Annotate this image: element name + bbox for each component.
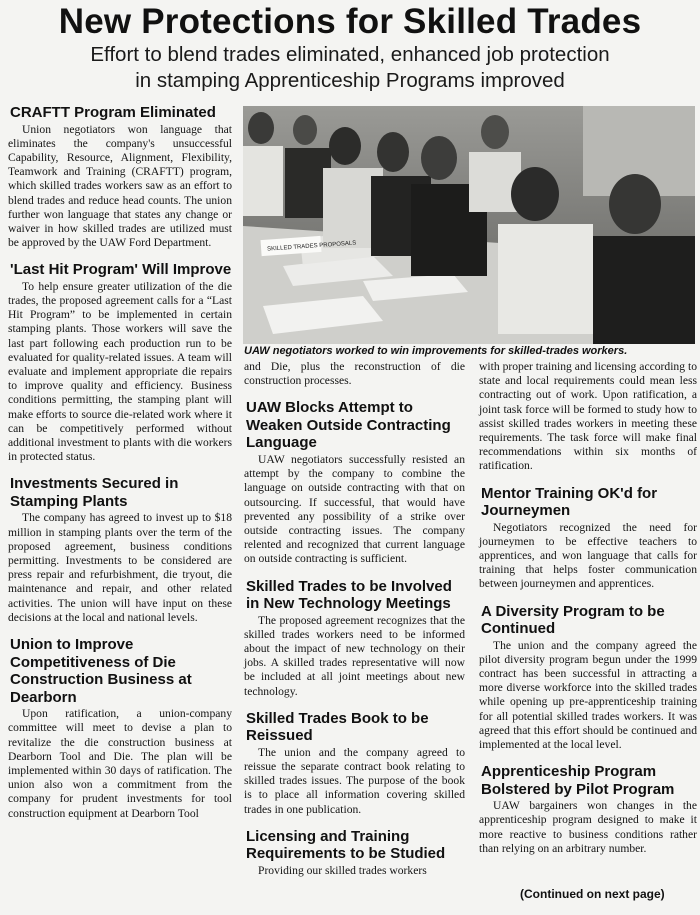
subheadline [0, 42, 700, 94]
technology-body: The proposed agreement recognizes that the skilled trades workers need to be informed about the impact of new technology on their jobs. A skilled trades representative will now be included at all joint meetings about new technology. [244, 613, 465, 698]
negotiators-photo [243, 106, 695, 344]
dearborn-heading: Union to Improve Competitiveness of Die Construction Business at Dearborn [10, 636, 192, 706]
subhead-line-1: Effort to blend trades eliminated, enhanced job protection [90, 43, 610, 66]
apprenticeship-body: UAW bargainers won changes in the apprenticeship program designed to make it more reactive to business conditions rather than relying on an arbitrary number. [479, 799, 697, 855]
investments-heading: Investments Secured in Stamping Plants [10, 475, 179, 510]
diversity-body: The union and the company agreed the pilot diversity program begun under the 1999 contract has been successful in attracting a more diverse workforce into the skilled trades while opening up pre-apprenticeship training for all potential skilled trades workers. It was agreed that this effort should be continued and implemented at the local level. [479, 638, 697, 752]
column-1 [8, 104, 232, 821]
craftt-heading: CRAFTT Program Eliminated [10, 104, 216, 121]
negotiators-photo-illustration [243, 106, 695, 344]
investments-body: The company has agreed to invest up to $18 million in stamping plants over the term of the proposed agreement, business conditions permitting. Investments to be considered are press repair and refurbishment, die tryout, die maintenance and repair, and other related activities. The union will have input on these decisions at the local and national levels. [8, 511, 232, 624]
diversity-heading: A Diversity Program to be Continued [481, 602, 665, 638]
outside-contracting-heading: UAW Blocks Attempt to Weaken Outside Contracting Language [246, 399, 451, 452]
licensing-heading: Licensing and Training Requirements to be Studied [246, 827, 446, 863]
book-body: The union and the company agreed to reissue the separate contract book relating to skilled trades issues. The purpose of the book is to place all information covering skilled trades in one publication. [244, 745, 465, 816]
subhead-line-2: in stamping Apprenticeship Programs improved [135, 69, 565, 92]
dearborn-body: Upon ratification, a union-company committee will meet to devise a plan to revitalize the die construction business at Dearborn Tool and Die. The plan will be implemented within 30 days of ratification. The union also won a commitment from the company for prudent investments for tool construction equipment at Dearborn Tool [8, 707, 232, 820]
headline: New Protections for Skilled Trades [58, 2, 642, 41]
mentor-heading: Mentor Training OK'd for Journeymen [481, 484, 658, 520]
mentor-body: Negotiators recognized the need for journeymen to be effective teachers to apprentices, and won language that calls for training that helps foster communication between journeymen and apprentices. [479, 520, 697, 591]
proposals-sign-text: SKILLED TRADES PROPOSALS [266, 240, 357, 253]
technology-heading: Skilled Trades to be Involved in New Technology Meetings [246, 577, 452, 613]
column-2 [244, 360, 465, 878]
licensing-body: Providing our skilled trades workers [258, 863, 427, 877]
last-hit-body: To help ensure greater utilization of the die trades, the proposed agreement calls for a “Last Hit Program” to be implemented in certain stamping plants. Those workers will save the last part following each production run to be evaluated for quality-related issues. A team will evaluate and implement appropriate die repairs to improve quality and efficiency. Business conditions permitting, the stamping plant will make efforts to source die-related work where it can be competitively performed without additional investment to plants with die workers in protected status. [8, 279, 232, 464]
craftt-body: Union negotiators won language that eliminates the company's unsuccessful Capability, Resource, Alignment, Flexibility, Teamwork and Training (CRAFTT) program, which skilled trades workers saw as an effort to blend trades and reduce head counts. The union further won language that states any change or waiver in how skilled trades are utilized must be approved by the UAW Ford Department. [8, 122, 232, 250]
last-hit-heading: 'Last Hit Program' Will Improve [10, 261, 232, 279]
column-3 [479, 360, 697, 856]
licensing-body-continued: with proper training and licensing according to state and local requirements could mean less contracting out of work. Upon ratification, a joint task force will be formed to study how to assist skilled trades workers in meeting these requirements. The task force will make final recommendations within six months of ratification. [479, 360, 697, 473]
photo-caption: UAW negotiators worked to win improvements for skilled-trades workers. [244, 345, 628, 357]
apprenticeship-heading: Apprenticeship Program Bolstered by Pilot Program [481, 763, 675, 798]
continued-note: (Continued on next page) [520, 887, 665, 901]
outside-contracting-body: UAW negotiators successfully resisted an attempt by the company to combine the language on outside contracting with that on outsourcing. If successful, that would have prevented any possibility of a strike over outside contracting issues. The company relented and recognized that current language on outside contracting is sufficient. [244, 452, 465, 566]
book-heading: Skilled Trades Book to be Reissued [246, 709, 429, 745]
dearborn-body-continued: and Die, plus the reconstruction of die construction processes. [244, 360, 465, 388]
